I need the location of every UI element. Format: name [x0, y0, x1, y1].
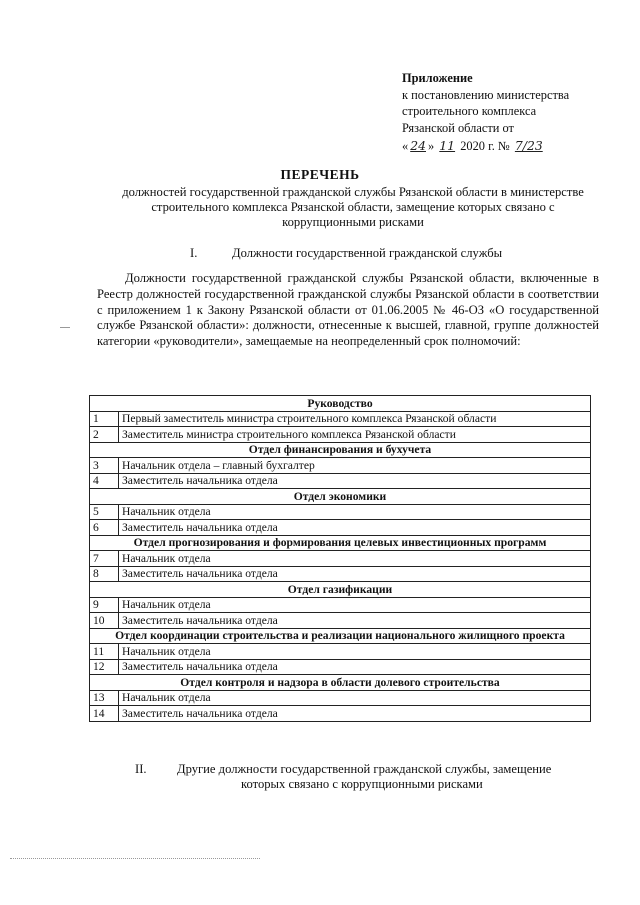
department-header-row	[90, 535, 591, 551]
section-2-number: II.	[135, 762, 147, 776]
table-row	[90, 597, 591, 613]
position-title: Начальник отдела	[119, 597, 591, 613]
footer-rule	[10, 858, 260, 859]
row-number: 8	[90, 566, 119, 582]
row-number: 3	[90, 458, 119, 474]
row-number: 12	[90, 659, 119, 675]
position-title: Заместитель начальника отдела	[119, 520, 591, 536]
approval-heading: Приложение	[402, 71, 473, 85]
department-title: Отдел финансирования и бухучета	[90, 442, 591, 458]
row-number: 9	[90, 597, 119, 613]
row-number: 11	[90, 644, 119, 660]
table-row	[90, 690, 591, 706]
row-number: 4	[90, 473, 119, 489]
row-number: 7	[90, 551, 119, 567]
document-subtitle: должностей государственной гражданской службы Рязанской области в министерстве строительного комплекса Рязанской области, замещение которых связано с коррупционными рисками	[122, 185, 584, 229]
position-title: Заместитель начальника отдела	[119, 566, 591, 582]
date-month-handwritten: 11	[439, 138, 456, 153]
approval-line-2: строительного комплекса	[402, 104, 537, 118]
department-title: Отдел координации строительства и реализации национального жилищного проекта	[90, 628, 591, 644]
table-row	[90, 659, 591, 675]
department-title: Отдел прогнозирования и формирования целевых инвестиционных программ	[90, 535, 591, 551]
approval-date-line	[402, 138, 569, 155]
position-title: Начальник отдела	[119, 690, 591, 706]
position-title: Начальник отдела – главный бухгалтер	[119, 458, 591, 474]
department-header-row	[90, 675, 591, 691]
table-row	[90, 520, 591, 536]
department-title: Отдел экономики	[90, 489, 591, 505]
date-close-quote: »	[427, 139, 435, 153]
position-title: Первый заместитель министра строительного комплекса Рязанской области	[119, 411, 591, 427]
department-header-row	[90, 396, 591, 412]
row-number: 5	[90, 504, 119, 520]
row-number: 10	[90, 613, 119, 629]
date-number-handwritten: 7/23	[514, 138, 543, 153]
table-row	[90, 613, 591, 629]
table-row	[90, 644, 591, 660]
table-row	[90, 458, 591, 474]
table-row	[90, 566, 591, 582]
margin-mark	[60, 327, 70, 328]
position-title: Начальник отдела	[119, 644, 591, 660]
position-title: Заместитель начальника отдела	[119, 706, 591, 722]
section-1-heading	[190, 246, 502, 261]
section-2-line-1: Другие должности государственной гражданской службы, замещение	[177, 762, 552, 776]
department-header-row	[90, 489, 591, 505]
document-title: ПЕРЕЧЕНЬ	[280, 167, 360, 182]
approval-line-1: к постановлению министерства	[402, 87, 570, 102]
date-day-handwritten: 24	[410, 138, 426, 153]
position-title: Начальник отдела	[119, 551, 591, 567]
table-row	[90, 504, 591, 520]
position-title: Начальник отдела	[119, 504, 591, 520]
department-header-row	[90, 582, 591, 598]
intro-paragraph: Должности государственной гражданской службы Рязанской области, включенные в Реестр должностей государственной гражданской службы Рязанской области в соответствии с приложением 1 к Закону Рязанской области от 01.06.2005 № 46-ОЗ «О государственной службе Рязанской области»: должности, отнесенные к высшей, главной, группе должностей категории «руководители», замещаемые на неопределенный срок полномочий:	[97, 271, 599, 349]
position-title: Заместитель начальника отдела	[119, 473, 591, 489]
department-header-row	[90, 442, 591, 458]
position-title: Заместитель начальника отдела	[119, 659, 591, 675]
row-number: 1	[90, 411, 119, 427]
section-1-number: I.	[190, 246, 198, 260]
table-row	[90, 473, 591, 489]
positions-table-body	[90, 396, 591, 722]
row-number: 2	[90, 427, 119, 443]
date-open-quote: «	[402, 139, 409, 153]
section-2-heading	[135, 762, 595, 792]
positions-table	[89, 395, 591, 722]
table-row	[90, 411, 591, 427]
department-title: Отдел газификации	[90, 582, 591, 598]
section-2-line-2: которых связано с коррупционными рисками	[241, 777, 483, 791]
table-row	[90, 706, 591, 722]
approval-line-3: Рязанской области от	[402, 120, 514, 135]
row-number: 14	[90, 706, 119, 722]
table-row	[90, 551, 591, 567]
section-1-text: Должности государственной гражданской службы	[232, 246, 503, 260]
table-row	[90, 427, 591, 443]
date-year: 2020 г. №	[460, 139, 510, 153]
row-number: 13	[90, 690, 119, 706]
department-title: Отдел контроля и надзора в области долевого строительства	[90, 675, 591, 691]
department-title: Руководство	[90, 396, 591, 412]
department-header-row	[90, 628, 591, 644]
position-title: Заместитель начальника отдела	[119, 613, 591, 629]
approval-block	[402, 70, 569, 155]
row-number: 6	[90, 520, 119, 536]
position-title: Заместитель министра строительного комплекса Рязанской области	[119, 427, 591, 443]
